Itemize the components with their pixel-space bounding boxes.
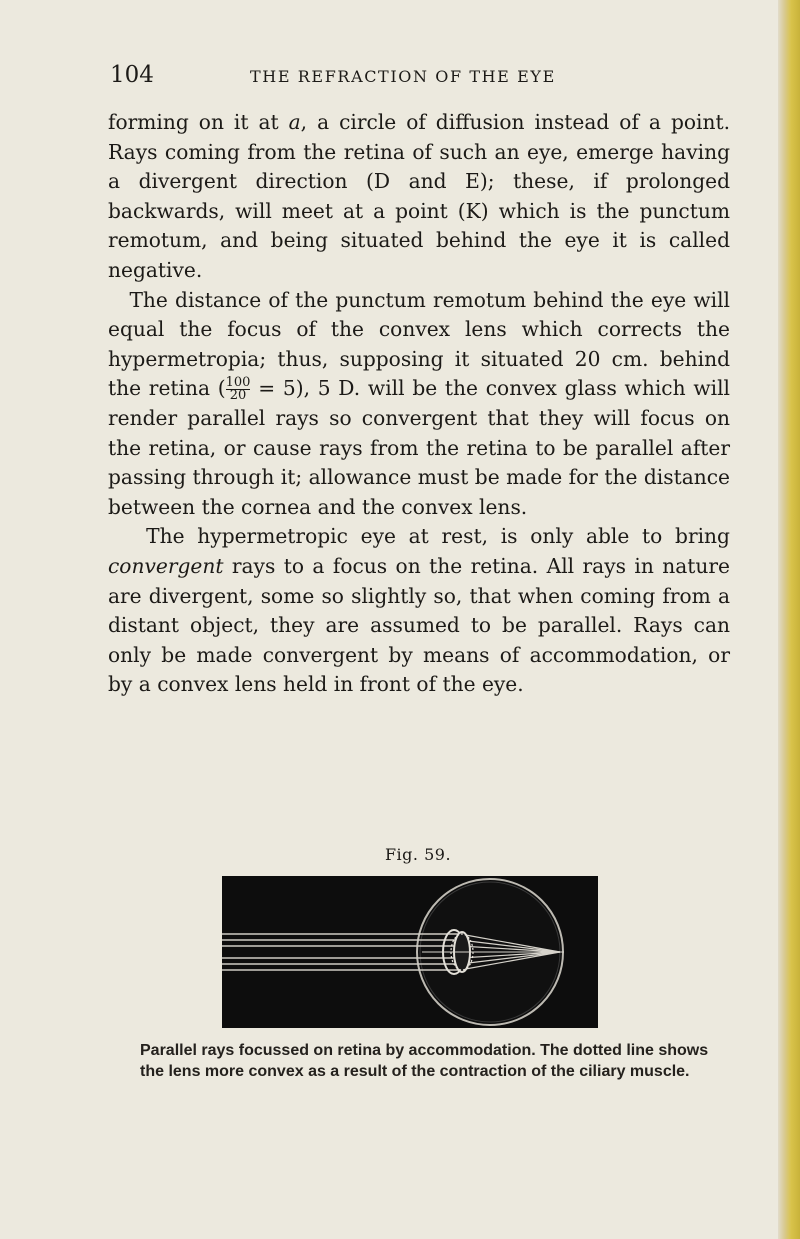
figure-label: Fig. 59.	[384, 845, 452, 864]
figure-caption	[140, 1040, 710, 1082]
page-edge	[778, 0, 800, 1239]
fraction-numerator: 100	[225, 375, 251, 391]
eye-figure	[222, 876, 598, 1028]
page-number: 104	[110, 62, 154, 88]
body-text	[108, 108, 730, 700]
p2-text-b: = 5), 5 D. will be the convex glass which will render parallel rays so convergent that they will focus on the retina, or cause rays from the retina to be parallel after passing through it; allowance must be made for the distance between the cornea and the convex lens.	[108, 376, 730, 519]
paragraph-2	[108, 286, 730, 523]
paragraph-1	[108, 108, 730, 286]
p1-italic: a	[288, 110, 301, 134]
p3-text-a: The hypermetropic eye at rest, is only able to bring	[146, 524, 730, 549]
p1-text-a: forming on it at	[108, 110, 289, 134]
caption-text: Parallel rays focussed on retina by accommodation. The dotted line shows the lens more convex as a result of the contraction of the ciliary muscle.	[140, 1042, 709, 1080]
fraction-denominator: 20	[229, 388, 247, 404]
fraction	[226, 377, 251, 402]
p2-text-a: The distance of the punctum remotum behind the eye will equal the focus of the convex lens which corrects the hypermetropia; thus, supposing it situated 20 cm. behind the retina (	[108, 287, 730, 401]
p1-text-b: , a circle of diffusion instead of a point. Rays coming from the retina of such an eye, emerge having a divergent direction (D and E); these, if prolonged backwards, will meet at a point (K) which is the punctum remotum, and being situated behind the eye it is called negative.	[108, 110, 731, 282]
p3-italic: convergent	[108, 553, 224, 578]
page-header	[110, 62, 730, 90]
p3-text-b: rays to a focus on the retina. All rays in nature are divergent, some so slightly so, that when coming from a distant object, they are assumed to be parallel. Rays can only be made convergent by means of accommodation, or by a convex lens held in front of the eye.	[108, 553, 730, 697]
running-head: THE REFRACTION OF THE EYE	[250, 67, 556, 86]
paragraph-3	[108, 522, 730, 700]
